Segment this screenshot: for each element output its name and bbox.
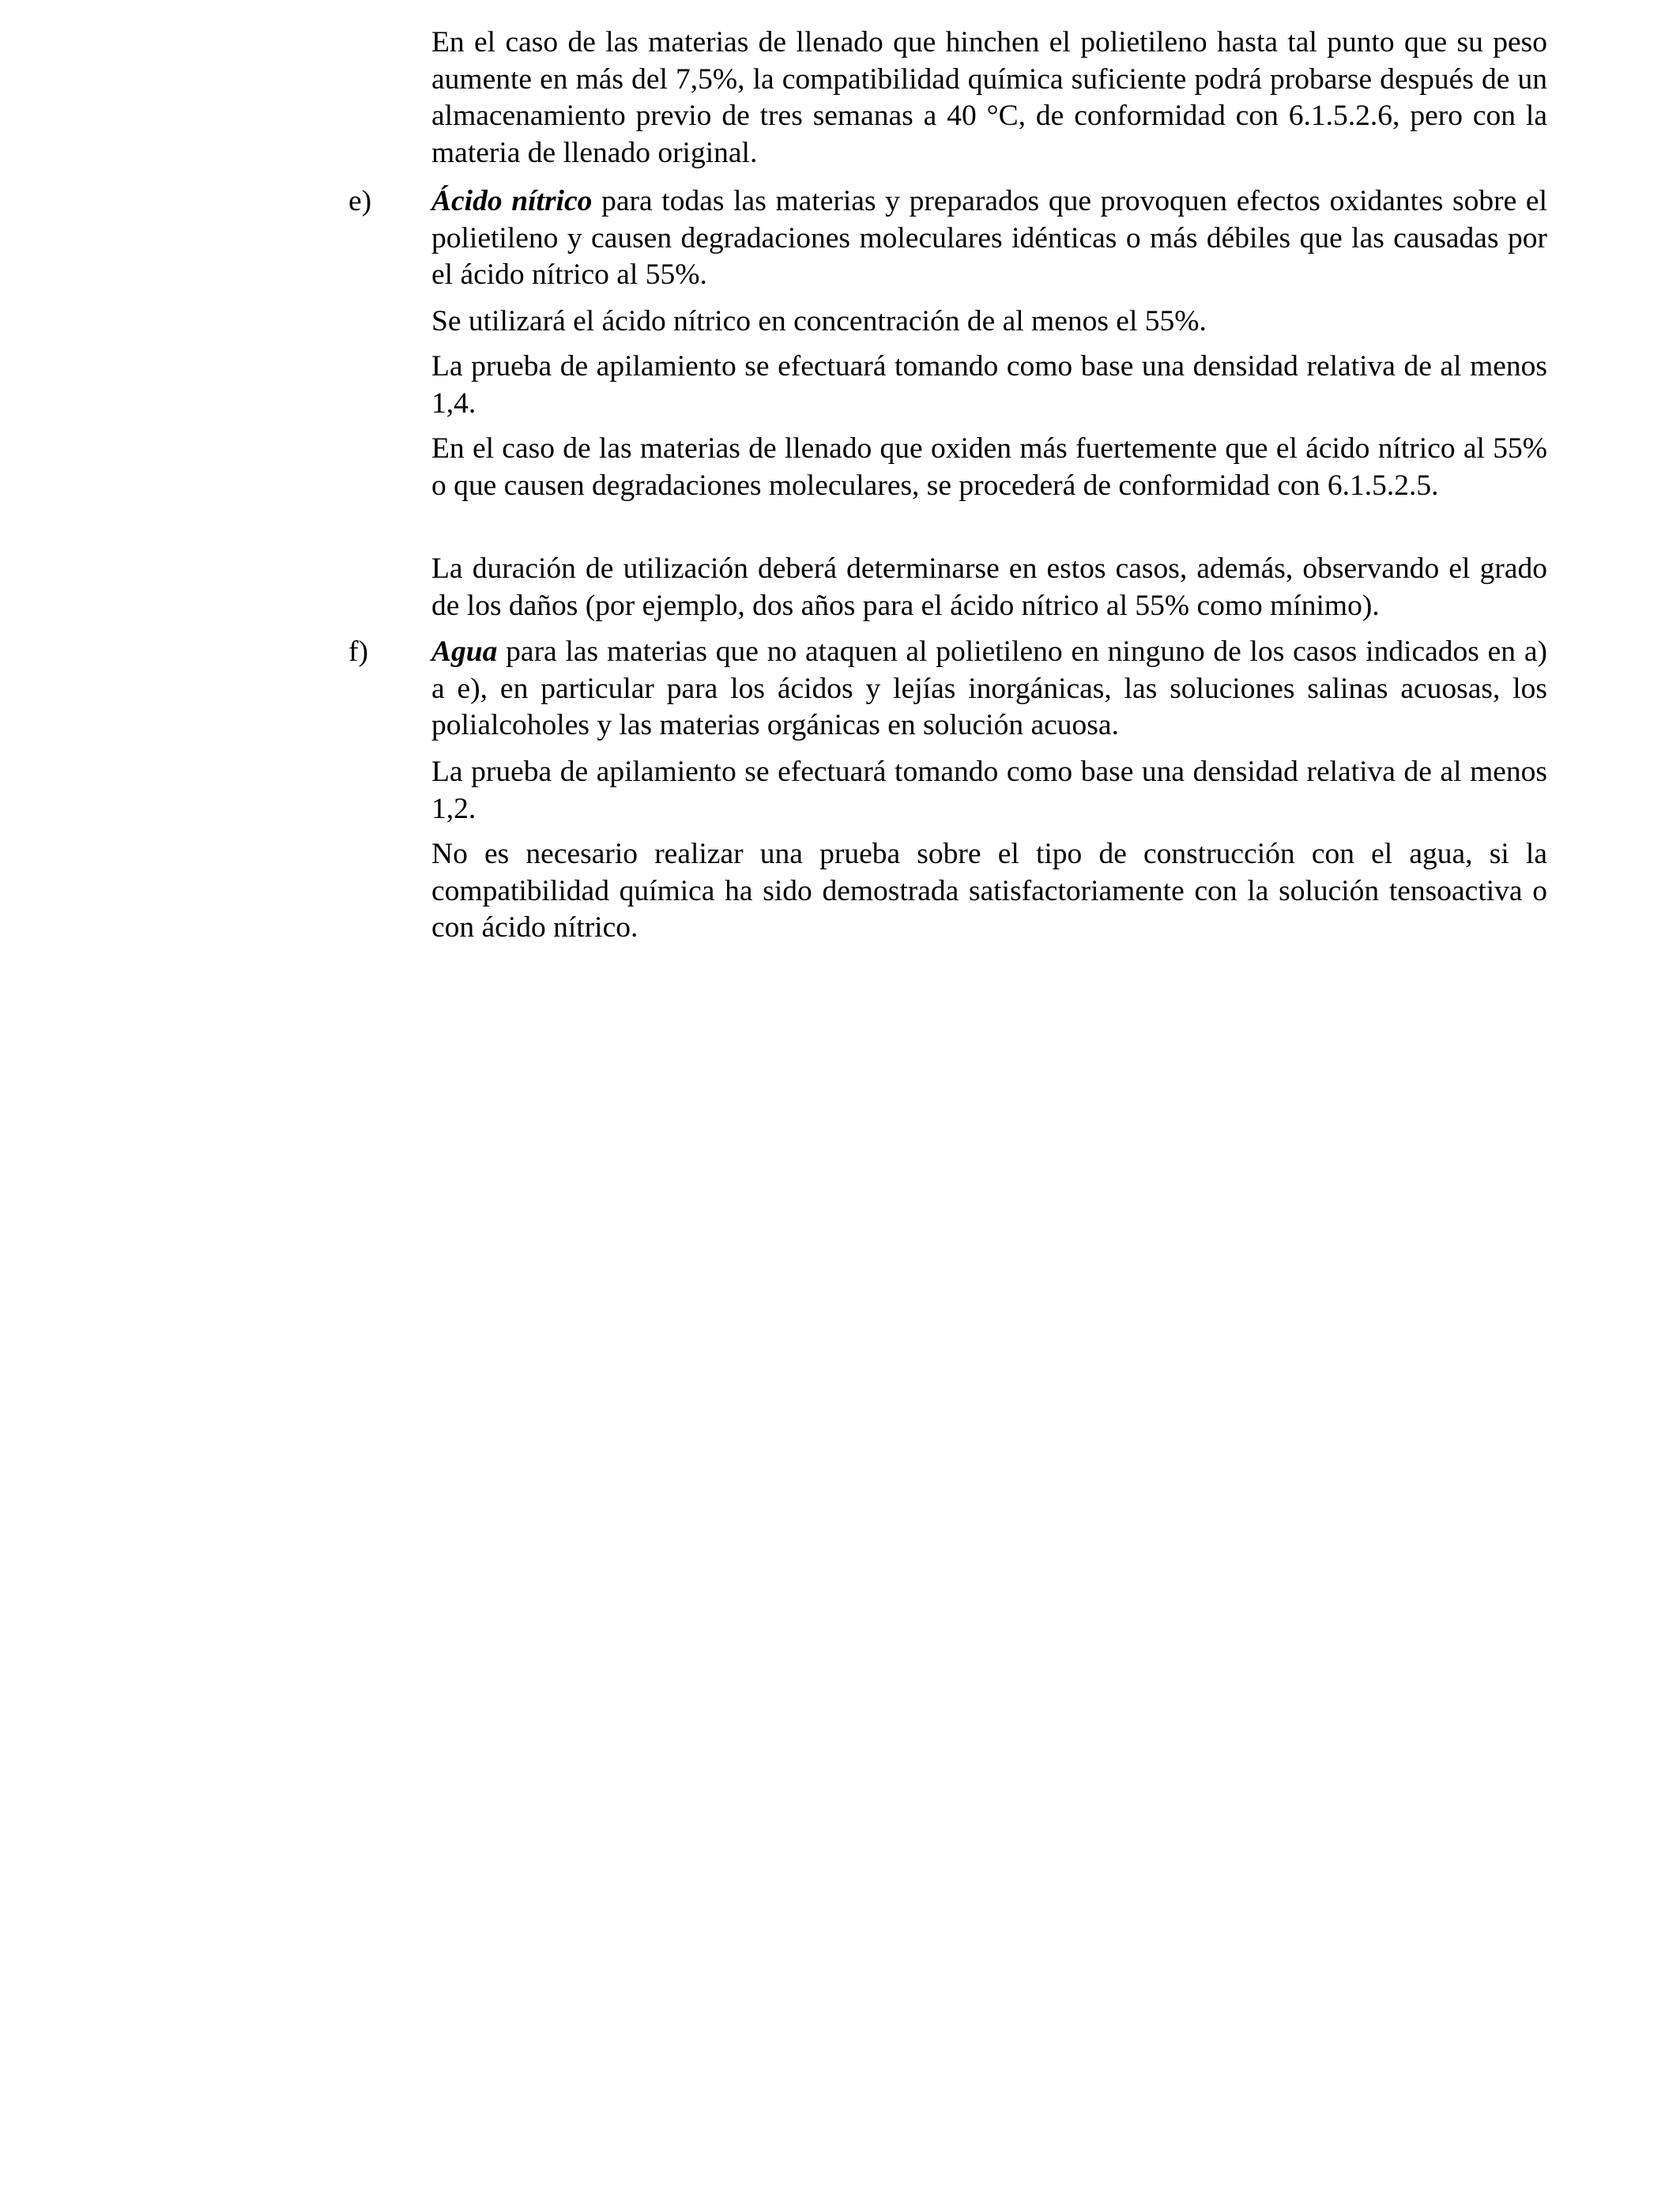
paragraph-duration-of-use: La duración de utilización deberá determinarse en estos casos, además, observando el grado de los daños (por ejemplo, dos años para el ácido nítrico al 55% como mínimo). bbox=[431, 552, 1547, 622]
paragraph-nitric-acid bbox=[431, 183, 1547, 294]
paragraph-water-text: para las materias que no ataquen al polietileno en ninguno de los casos indicados en a) a e), en particular para los ácidos y lejías inorgánicas, las soluciones salinas acuosas, los polialcoholes y las materias orgánicas en solución acuosa. bbox=[431, 635, 1547, 741]
paragraph-stacking-test-1-2: La prueba de apilamiento se efectuará tomando como base una densidad relativa de al menos 1,2. bbox=[431, 756, 1547, 825]
paragraph-water bbox=[431, 634, 1547, 745]
paragraph-water-test-not-required: No es necesario realizar una prueba sobre el tipo de construcción con el agua, si la compatibilidad química ha sido demostrada satisfactoriamente con la solución tensoactiva o con ácido nítrico. bbox=[431, 838, 1547, 944]
list-marker-f: f) bbox=[348, 635, 368, 668]
paragraph-stacking-test-1-4: La prueba de apilamiento se efectuará tomando como base una densidad relativa de al menos 1,4. bbox=[431, 350, 1547, 420]
paragraph-stronger-oxidation: En el caso de las materias de llenado que oxiden más fuertemente que el ácido nítrico al 55% o que causen degradaciones moleculares, se procederá de conformidad con 6.1.5.2.5. bbox=[431, 432, 1547, 502]
paragraph-nitric-concentration: Se utilizará el ácido nítrico en concentración de al menos el 55%. bbox=[431, 305, 1207, 337]
term-water: Agua bbox=[431, 635, 498, 668]
paragraph-nitric-acid-text: para todas las materias y preparados que provoquen efectos oxidantes sobre el polietileno y causen degradaciones moleculares idénticas o más débiles que las causadas por el ácido nítrico al 55%. bbox=[431, 185, 1547, 291]
term-nitric-acid: Ácido nítrico bbox=[431, 185, 593, 217]
paragraph-swelling-materials: En el caso de las materias de llenado que hinchen el polietileno hasta tal punto que su peso aumente en más del 7,5%, la compatibilidad química suficiente podrá probarse después de un almacenamiento previo de tres semanas a 40 °C, de conformidad con 6.1.5.2.6, pero con la materia de llenado original. bbox=[431, 26, 1547, 169]
list-marker-e: e) bbox=[348, 185, 372, 217]
